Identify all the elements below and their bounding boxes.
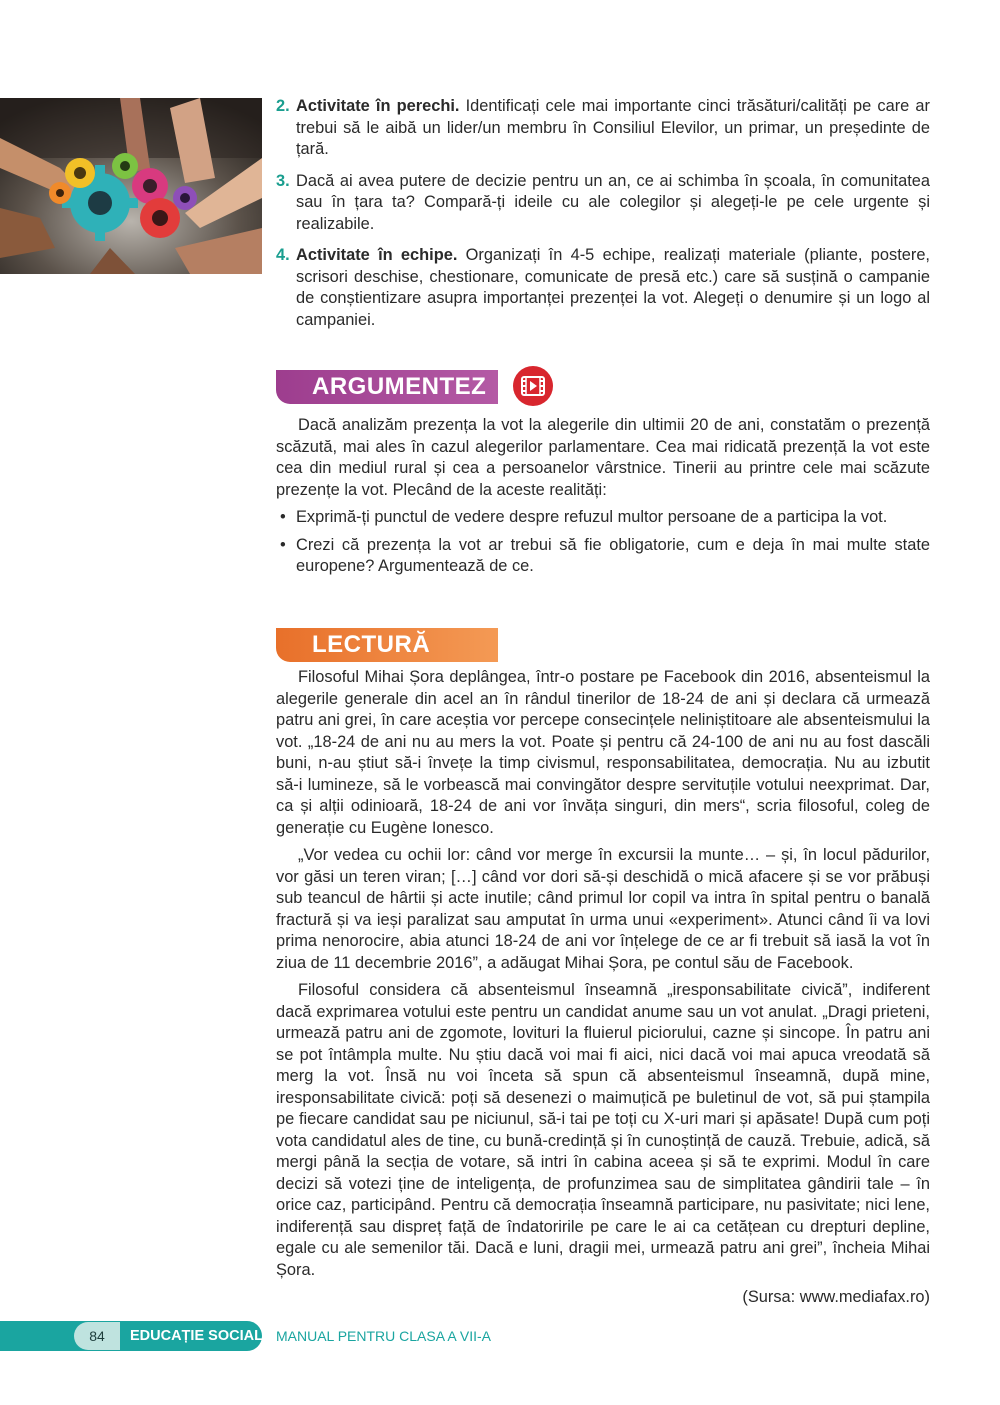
lectura-paragraph: Filosoful considera că absenteismul înseamnă „iresponsabilitate civică”, indiferent dacă exprimarea votului este pentru un candidat anume sau un vot anulat. „Dragi prieteni, urmează patru ani de zgomote, lovituri la fluierul piciorului, cazne și sincope. În patru ani se pot întâmpla multe. Nu știu dacă voi mai fi aici, nici dacă voi mai apuca vreodată să merg la vot. Însă nu voi înceta să spun că absenteismul înseamnă, după mine, iresponsabilitate civică: poți să desenezi o maimuțică pe buletinul de vot, să pui ștampila pe fiecare candidat sau pe niciunul, să-i tai pe toți cu X-uri mari și apăsate! După cum poți vota candidatul ales de tine, cu bună-credință și în cunoștință de cauză. Trebuie, adică, să mergi până la secția de votare, să intri în cabina aceea și să te exprimi. Modul în care decizi să votezi ține de inteligența, de profunzimea sau de simplitatea gândirii tale – în orice caz, participând. Pentru că democrația înseamnă participare, nu pasivitate; nici lene, indiferență sau dispreț față de îndatoririle pe care le ai ca cetățean cu drepturi depline, egale cu ale semenilor tăi. Dacă e luni, dragii mei, urmează patru ani grei”, încheia Mihai Șora.	[276, 981, 930, 1279]
lectura-section	[276, 667, 930, 1309]
activity-3	[276, 171, 930, 236]
activity-4	[276, 245, 930, 331]
activity-number: 4.	[276, 246, 290, 264]
bullet-text: Exprimă-ți punctul de vedere despre refuzul multor persoane de a participa la vot.	[296, 508, 888, 526]
argumentez-heading: ARGUMENTEZ	[276, 370, 498, 404]
manual-title: MANUAL PENTRU CLASA A VII-A	[276, 1328, 491, 1344]
activity-2	[276, 96, 930, 161]
bullet-text: Crezi că prezența la vot ar trebui să fie obligatorie, cum e deja în mai multe state europene? Argumentează de ce.	[296, 535, 930, 575]
activity-text: Identificați cele mai importante cinci trăsături/calități pe care ar trebui să le aibă un lider/un membru în Consiliul Elevilor, un primar, un președinte de țară.	[296, 97, 930, 158]
activity-number: 3.	[276, 171, 290, 190]
bullet-dot-icon: •	[280, 535, 286, 554]
argumentez-intro: Dacă analizăm prezența la vot la alegerile din ultimii 20 de ani, constatăm o prezență scăzută, mai ales în cazul alegerilor parlamentare. Cea mai ridicată prezență la vot este cea din mediul rural și cea a persoanelor vârstnice. Tinerii au printre cele mai scăzute prezențe la vot. Plecând de la aceste realități:	[276, 416, 930, 499]
activity-lead: Activitate în perechi.	[296, 97, 460, 115]
page-number: 84	[74, 1322, 120, 1350]
subject-title: EDUCAȚIE SOCIALĂ	[130, 1328, 274, 1344]
lectura-heading: LECTURĂ	[276, 628, 498, 662]
activities-list	[276, 96, 930, 331]
argumentez-bullet	[276, 535, 930, 578]
argumentez-bullet	[276, 507, 930, 529]
activity-text: Organizați în 4-5 echipe, realizați materiale (pliante, postere, scrisori deschise, chestionare, comunicate de presă etc.) care să susțină o campanie de conștientizare asupra importanței prezenței la vot. Alegeți o denumire și un logo al campaniei.	[296, 246, 930, 329]
video-film-icon[interactable]	[512, 365, 554, 407]
activity-number: 2.	[276, 97, 290, 115]
page-footer	[0, 1321, 1000, 1351]
activity-lead: Activitate în echipe.	[296, 246, 458, 264]
lectura-paragraph: Filosoful Mihai Șora deplângea, într-o postare pe Facebook din 2016, absenteismul la alegerile generale din acel an în rândul tinerilor de 18-24 de ani și declara că urmează patru ani grei, în care aceștia vor percepe consecințele neliniștitoare ale absenteismului la vot. „18-24 de ani nu au mers la vot. Poate și pentru că 24-100 de ani nu au fost dascăli buni, n-au știut să-i învețe la timp civismul, responsabilitatea, democrația. Nu au izbutit să-i lumineze, să le vorbească mai convingător despre servituțile votului neexprimat. Dar, ca și alții odinioară, 18-24 de ani vor învăța singuri, din mers“, scria filosoful, coleg de generație cu Eugène Ionesco.	[276, 668, 930, 837]
lectura-paragraph: „Vor vedea cu ochii lor: când vor merge în excursii la munte… – și, în locul pădurilor, vor găsi un teren viran; […] când vor dori să-și deschidă o mică afacere și se vor prăbuși sub teancul de hârtii și acte inutile; când primul lor copil va intra în spital pentru o banală fractură și va ieși paralizat sau amputat în urma unui «experiment». Atunci când îi va lovi prima nenorocire, abia atunci 18-24 de ani vor înțelege de ce ar fi trebuit să iasă la vot în ziua de 11 decembrie 2016”, a adăugat Mihai Șora, pe contul său de Facebook.	[276, 846, 930, 972]
activity-text: Dacă ai avea putere de decizie pentru un an, ce ai schimba în școala, în comunitatea sau în țara ta? Compară-ți ideile cu ale colegilor și alegeți-le pe cele urgente și realizabile.	[296, 171, 930, 233]
argumentez-section	[276, 415, 930, 578]
bullet-dot-icon: •	[280, 508, 286, 526]
teamwork-gears-photo	[0, 98, 262, 274]
source-citation: (Sursa: www.mediafax.ro)	[742, 1288, 930, 1306]
